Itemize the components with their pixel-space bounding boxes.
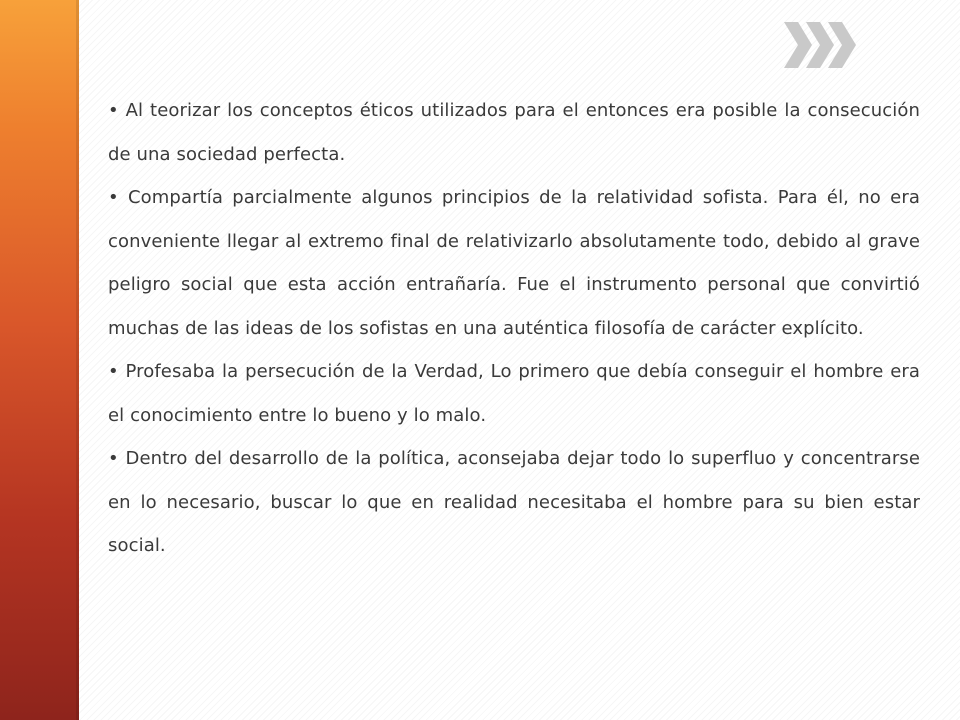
bullet-text-body bbox=[108, 89, 920, 568]
bullet-paragraph: • Al teorizar los conceptos éticos utilizados para el entonces era posible la consecución de una sociedad perfecta. bbox=[108, 100, 920, 165]
bullet-paragraph: • Compartía parcialmente algunos principios de la relatividad sofista. Para él, no era conveniente llegar al extremo final de relativizarlo absolutamente todo, debido al grave peligro social que esta acción entrañaría. Fue el instrumento personal que convirtió muchas de las ideas de los sofistas en una auténtica filosofía de carácter explícito. bbox=[108, 187, 920, 339]
bullet-paragraph: • Dentro del desarrollo de la política, aconsejaba dejar todo lo superfluo y concentrarse en lo necesario, buscar lo que en realidad necesitaba el hombre para su bien estar social. bbox=[108, 448, 920, 556]
triple-chevron-right-icon bbox=[782, 20, 862, 70]
bullet-paragraph: • Profesaba la persecución de la Verdad, Lo primero que debía conseguir el hombre era el conocimiento entre lo bueno y lo malo. bbox=[108, 361, 920, 426]
side-accent-bar bbox=[0, 0, 79, 720]
